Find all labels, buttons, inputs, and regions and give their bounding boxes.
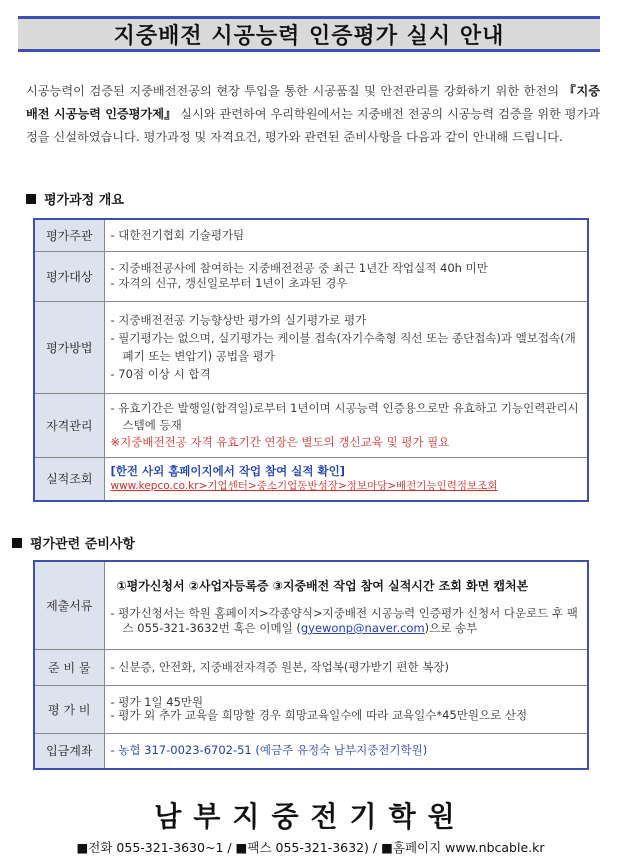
fee-label: 평 가 비 — [34, 685, 104, 733]
table-row — [34, 561, 588, 649]
intro-bold-program: 『지중배전 시공능력 인증평가제』 — [26, 84, 601, 121]
documents-value — [104, 561, 588, 649]
prep-value: - 신분증, 안전화, 지중배전자격증 원본, 작업복(평가받기 편한 복장) — [104, 649, 588, 685]
documents-label: 제출서류 — [34, 561, 104, 649]
account-value: - 농협 317-0023-6702-51 (예금주 유정숙 남부지중전기학원) — [104, 733, 588, 769]
qualification-label: 자격관리 — [34, 393, 104, 457]
documents-desc — [111, 606, 582, 636]
kepco-link[interactable]: www.kepco.co.kr>기업센터>중소기업동반성장>정보마당>배전기능인력정보조회 — [110, 479, 498, 492]
documents-desc-pre: - 평가신청서는 학원 홈페이지>각종양식>지중배전 시공능력 인증평가 신청서 다운로드 후 팩스 055-321-3632번 혹은 이메일 ( — [110, 605, 578, 635]
record-label: 실적조회 — [34, 457, 104, 501]
record-value — [104, 457, 588, 501]
target-line-2: - 자격의 신규, 갱신일로부터 1년이 초과된 경우 — [110, 276, 348, 290]
square-bullet-icon — [26, 194, 36, 204]
account-label: 입금계좌 — [34, 733, 104, 769]
section2-heading — [12, 533, 135, 552]
prep-label: 준 비 물 — [34, 649, 104, 685]
table-row — [34, 649, 588, 685]
qualification-line-1: - 유효기간은 발행일(합격일)로부터 1년이며 시공능력 인증용으로만 유효하고 기능인력관리시스템에 등재 — [110, 400, 579, 432]
table-row — [34, 251, 588, 301]
intro-text-2: 실시와 관련하여 우리학원에서는 지중배전 전공의 시공능력 검증을 위한 평가과정을 신설하였습니다. 평가과정 및 자격요건, 평가와 관련된 준비사항을 다음과 같이 안내해 드립니다. — [26, 107, 600, 144]
page-title: 지중배전 시공능력 인증평가 실시 안내 — [18, 16, 600, 52]
email-link[interactable]: gyewonp@naver.com — [300, 620, 425, 635]
section1-heading-text: 평가과정 개요 — [44, 193, 124, 208]
fee-line-2: - 평가 외 추가 교육을 희망할 경우 희망교육일수에 따라 교육일수*45만원으로 산정 — [110, 708, 528, 722]
documents-desc-post: )으로 송부 — [424, 620, 478, 635]
table-row — [34, 685, 588, 733]
fee-line-1: - 평가 1일 45만원 — [110, 695, 204, 709]
host-label: 평가주관 — [34, 219, 104, 251]
record-heading: [한전 사외 홈페이지에서 작업 참여 실적 확인] — [110, 463, 345, 478]
target-line-1: - 지중배전공사에 참여하는 지중배전전공 중 최근 1년간 작업실적 40h 미만 — [110, 261, 488, 275]
overview-table — [33, 218, 589, 502]
table-row — [34, 219, 588, 251]
method-line-3: - 70점 이상 시 합격 — [110, 367, 211, 381]
target-value — [104, 251, 588, 301]
table-row — [34, 393, 588, 457]
section2-heading-text: 평가관련 준비사항 — [30, 537, 135, 552]
fee-value — [104, 685, 588, 733]
method-line-1: - 지중배전전공 기능향상반 평가의 실기평가로 평가 — [110, 313, 367, 327]
qualification-note: ※지중배전전공 자격 유효기간 연장은 별도의 갱신교육 및 평가 필요 — [110, 434, 450, 449]
qualification-value — [104, 393, 588, 457]
square-bullet-icon — [12, 538, 22, 548]
method-label: 평가방법 — [34, 301, 104, 393]
intro-paragraph — [26, 80, 600, 149]
host-value: - 대한전기협회 기술평가팀 — [104, 219, 588, 251]
table-row — [34, 301, 588, 393]
table-row — [34, 457, 588, 501]
table-row — [34, 733, 588, 769]
target-label: 평가대상 — [34, 251, 104, 301]
academy-name: 남부지중전기학원 — [154, 800, 467, 833]
section1-heading — [26, 189, 124, 208]
preparation-table — [33, 560, 589, 770]
intro-text-1: 시공능력이 검증된 지중배전전공의 현장 투입을 통한 시공품질 및 안전관리를 강화하기 위한 한전의 — [26, 84, 564, 98]
method-line-2: - 필기평가는 없으며, 실기평가는 케이블 접속(자기수축형 직선 또는 종단접속)과 엘보접속(개폐기 또는 변압기) 공법을 평가 — [110, 331, 576, 363]
method-value — [104, 301, 588, 393]
contact-info: ■전화 055-321-3630~1 / ■팩스 055-321-3632) / ■홈페이지 www.nbcable.kr — [76, 840, 545, 855]
documents-title: ①평가신청서 ②사업자등록증 ③지중배전 작업 참여 실적시간 조회 화면 캡처본 — [116, 578, 529, 593]
